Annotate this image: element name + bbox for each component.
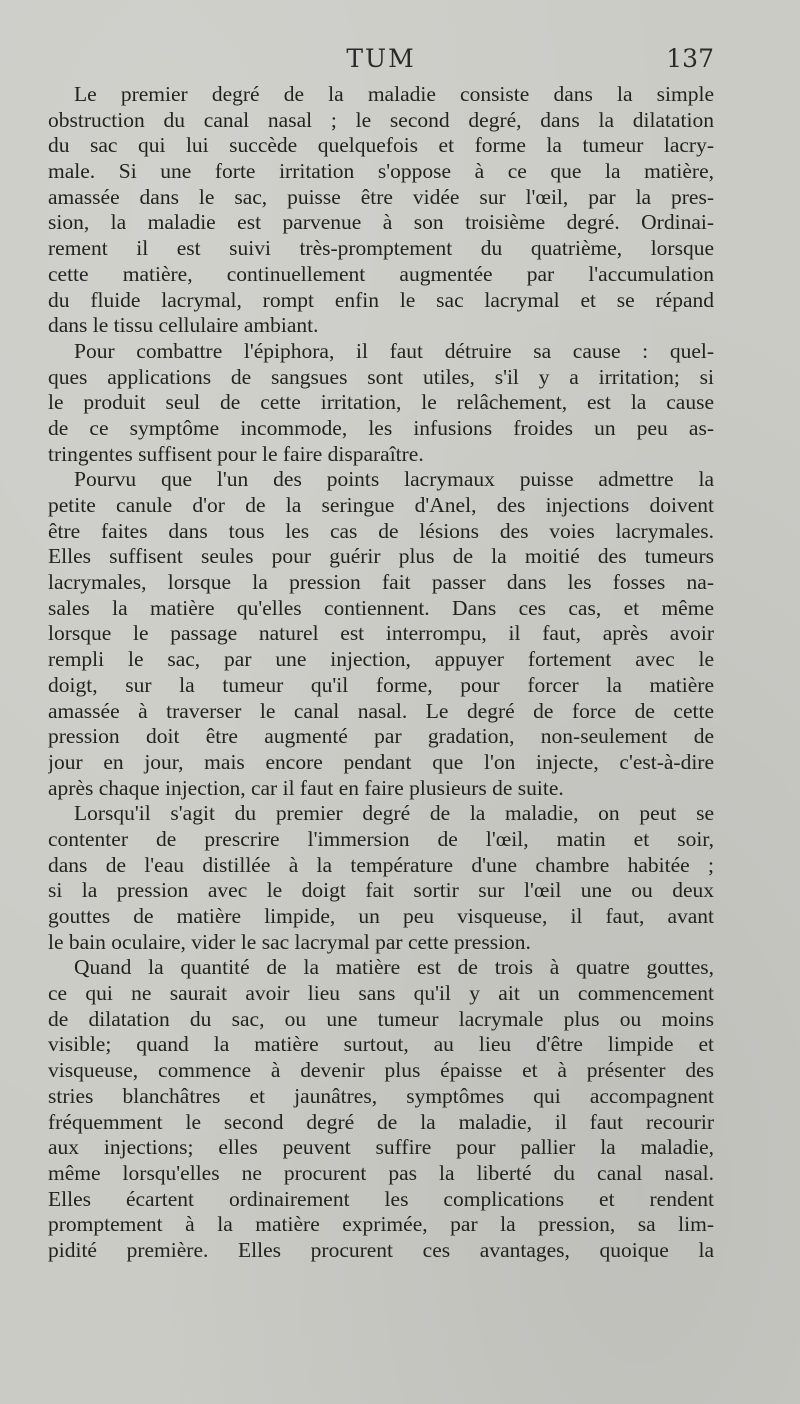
text-line: doigt, sur la tumeur qu'il forme, pour forcer la matière [48,672,714,697]
text-line: ce qui ne saurait avoir lieu sans qu'il y ait un commencement [48,981,714,1006]
text-line: Elles écartent ordinairement les complications et rendent [48,1186,714,1211]
text-line: ques applications de sangsues sont utiles, s'il y a irritation; si [48,364,714,389]
text-line: obstruction du canal nasal ; le second degré, dans la dilatation [48,107,714,132]
text-line: dans le tissu cellulaire ambiant. [48,313,319,338]
text-line: promptement à la matière exprimée, par la pression, sa lim- [48,1212,714,1237]
text-line: amassée dans le sac, puisse être vidée sur l'œil, par la pres- [48,184,714,209]
text-line: du sac qui lui succède quelquefois et forme la tumeur lacry- [48,133,714,158]
paragraph [48,467,714,801]
text-line: rempli le sac, par une injection, appuyer fortement avec le [48,647,714,672]
text-line: stries blanchâtres et jaunâtres, symptômes qui accompagnent [48,1083,714,1108]
text-line: Pour combattre l'épiphora, il faut détruire sa cause : quel- [74,338,714,363]
text-line: après chaque injection, car il faut en faire plusieurs de suite. [48,775,564,800]
text-line: dans de l'eau distillée à la température d'une chambre habitée ; [48,852,714,877]
text-line: tringentes suffisent pour le faire disparaître. [48,441,424,466]
text-line: petite canule d'or de la seringue d'Anel, des injections doivent [48,493,714,517]
text-line: lacrymales, lorsque la pression fait passer dans les fosses na- [48,570,714,595]
text-line: de ce symptôme incommode, les infusions froides un peu as- [48,415,714,440]
text-line: du fluide lacrymal, rompt enfin le sac lacrymal et se répand [48,287,714,312]
text-line: lorsque le passage naturel est interrompu, il faut, après avoir [48,621,714,646]
page-header [48,44,714,80]
text-line: fréquemment le second degré de la maladie, il faut recourir [48,1109,714,1134]
text-line: Le premier degré de la maladie consiste dans la simple [74,82,714,106]
text-line: cette matière, continuellement augmentée par l'accumulation [48,261,714,286]
text-line: de dilatation du sac, ou une tumeur lacrymale plus ou moins [48,1006,714,1031]
text-line: pression doit être augmenté par gradation, non-seulement de [48,724,714,749]
text-line: pidité première. Elles procurent ces avantages, quoique la [48,1237,714,1262]
paragraph [48,955,714,1263]
text-line: Quand la quantité de la matière est de trois à quatre gouttes, [74,955,714,980]
text-line: le produit seul de cette irritation, le relâchement, est la cause [48,390,714,415]
body-text [48,82,714,1264]
text-line: sales la matière qu'elles contiennent. Dans ces cas, et même [48,595,714,620]
text-line: sion, la maladie est parvenue à son troisième degré. Ordinai- [48,210,714,235]
text-line: amassée à traverser le canal nasal. Le degré de force de cette [48,698,714,723]
paragraph [48,82,714,339]
text-line: aux injections; elles peuvent suffire pour pallier la maladie, [48,1135,714,1160]
text-line: gouttes de matière limpide, un peu visqueuse, il faut, avant [48,904,714,928]
paragraph [48,339,714,467]
text-line: même lorsqu'elles ne procurent pas la liberté du canal nasal. [48,1160,714,1185]
text-line: Lorsqu'il s'agit du premier degré de la maladie, on peut se [74,801,714,826]
text-line: male. Si une forte irritation s'oppose à ce que la matière, [48,159,714,184]
text-line: visible; quand la matière surtout, au lieu d'être limpide et [48,1032,714,1057]
text-line: le bain oculaire, vider le sac lacrymal par cette pression. [48,929,531,954]
text-line: si la pression avec le doigt fait sortir sur l'œil une ou deux [48,878,714,903]
text-line: visqueuse, commence à devenir plus épaisse et à présenter des [48,1058,714,1083]
text-line: Elles suffisent seules pour guérir plus de la moitié des tumeurs [48,544,714,569]
text-line: être faites dans tous les cas de lésions des voies lacrymales. [48,518,714,543]
page-number: 137 [666,44,714,73]
text-line: contenter de prescrire l'immersion de l'œil, matin et soir, [48,826,714,851]
text-line: Pourvu que l'un des points lacrymaux puisse admettre la [74,467,714,492]
paragraph [48,801,714,955]
text-line: rement il est suivi très-promptement du quatrième, lorsque [48,236,714,261]
running-head: TUM [346,44,416,73]
text-line: jour en jour, mais encore pendant que l'on injecte, c'est-à-dire [48,749,714,774]
